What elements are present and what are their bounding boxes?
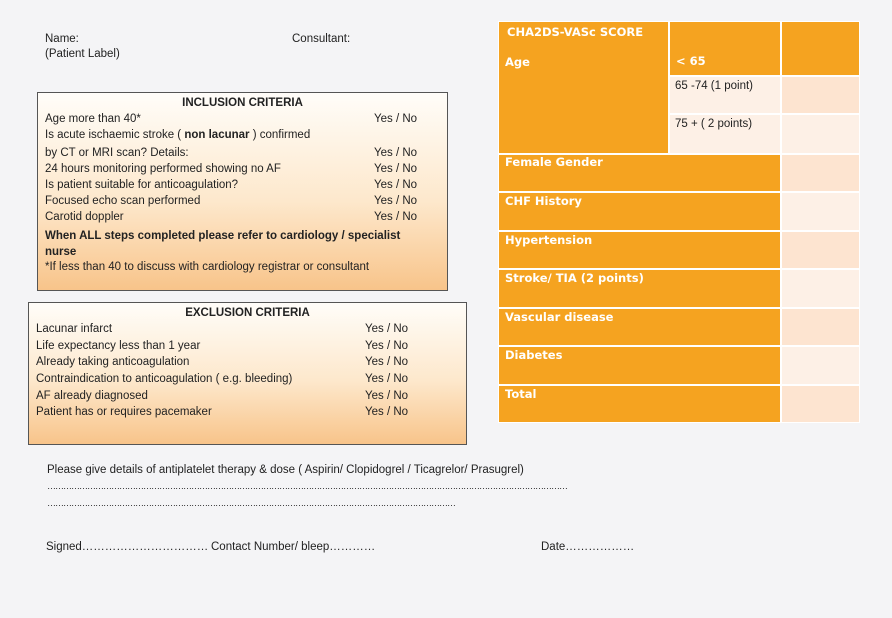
age-footnote: *If less than 40 to discuss with cardiology registrar or consultant	[45, 261, 370, 273]
hypertension-row	[498, 231, 781, 269]
age-label: Age	[505, 55, 530, 69]
inclusion-answer-suitable[interactable]: Yes / No	[374, 179, 418, 191]
consultant-label: Consultant:	[292, 33, 351, 45]
age-75-plus-score-cell[interactable]	[781, 114, 860, 154]
antiplatelet-line-2[interactable]: ………………………………………………………………………………………………………………………………………	[47, 498, 455, 508]
signed-field[interactable]: Signed……………………………	[46, 541, 209, 553]
contact-number-field[interactable]: Contact Number/ bleep…………	[211, 541, 376, 553]
chf-history-row	[498, 192, 781, 231]
inclusion-answer-carotid[interactable]: Yes / No	[374, 211, 418, 223]
inclusion-item-stroke: Is acute ischaemic stroke ( non lacunar ) confirmed	[45, 129, 311, 141]
inclusion-answer-echo[interactable]: Yes / No	[374, 195, 418, 207]
exclusion-item-pacemaker: Patient has or requires pacemaker	[36, 406, 212, 418]
inclusion-item-suitable: Is patient suitable for anticoagulation?	[45, 179, 239, 191]
cha2ds-vasc-score-table	[498, 21, 860, 423]
diabetes-row	[498, 346, 781, 385]
total-label: Total	[505, 387, 537, 401]
diabetes-label: Diabetes	[505, 348, 563, 362]
inclusion-criteria-box	[37, 92, 448, 291]
age-65-74-score-cell[interactable]	[781, 76, 860, 114]
inclusion-item-ct-mri: by CT or MRI scan? Details:	[45, 147, 189, 159]
female-gender-label: Female Gender	[505, 155, 603, 169]
stroke-tia-label: Stroke/ TIA (2 points)	[505, 271, 644, 285]
chf-history-label: CHF History	[505, 194, 582, 208]
exclusion-answer-af[interactable]: Yes / No	[365, 390, 409, 402]
score-title-cell	[498, 21, 669, 154]
score-title: CHA2DS-VASc SCORE	[507, 25, 644, 39]
chf-history-score-cell[interactable]	[781, 192, 860, 231]
exclusion-answer-contraindication[interactable]: Yes / No	[365, 373, 409, 385]
exclusion-item-af: AF already diagnosed	[36, 390, 148, 402]
inclusion-item-echo: Focused echo scan performed	[45, 195, 201, 207]
referral-instruction: When ALL steps completed please refer to cardiology / specialist nurse	[45, 230, 401, 258]
name-label: Name:	[45, 33, 79, 45]
total-score-cell[interactable]	[781, 385, 860, 423]
exclusion-answer-anticoagulation[interactable]: Yes / No	[365, 356, 409, 368]
inclusion-item-age: Age more than 40*	[45, 113, 141, 125]
age-65-74-cell	[669, 76, 781, 114]
female-gender-score-cell[interactable]	[781, 154, 860, 192]
exclusion-answer-lacunar[interactable]: Yes / No	[365, 323, 409, 335]
inclusion-answer-ct-mri[interactable]: Yes / No	[374, 147, 418, 159]
diabetes-score-cell[interactable]	[781, 346, 860, 385]
exclusion-title: EXCLUSION CRITERIA	[185, 307, 310, 319]
inclusion-item-monitoring: 24 hours monitoring performed showing no AF	[45, 163, 281, 175]
vascular-disease-label: Vascular disease	[505, 310, 614, 324]
age-under-65-score-cell[interactable]	[781, 21, 860, 76]
age-option-under-65: < 65	[676, 54, 706, 68]
exclusion-item-contraindication: Contraindication to anticoagulation ( e.g. bleeding)	[36, 373, 293, 385]
date-field[interactable]: Date………………	[541, 541, 635, 553]
exclusion-item-lacunar: Lacunar infarct	[36, 323, 113, 335]
antiplatelet-line-1[interactable]: ……………………………………………………………………………………………………………………………………………………………………………	[47, 481, 567, 491]
female-gender-row	[498, 154, 781, 192]
exclusion-answer-pacemaker[interactable]: Yes / No	[365, 406, 409, 418]
age-under-65-cell	[669, 21, 781, 76]
exclusion-answer-life-expectancy[interactable]: Yes / No	[365, 340, 409, 352]
inclusion-title: INCLUSION CRITERIA	[182, 97, 303, 109]
vascular-disease-row	[498, 308, 781, 346]
exclusion-item-anticoagulation: Already taking anticoagulation	[36, 356, 190, 368]
exclusion-item-life-expectancy: Life expectancy less than 1 year	[36, 340, 201, 352]
age-75-plus-cell	[669, 114, 781, 154]
inclusion-answer-age[interactable]: Yes / No	[374, 113, 418, 125]
stroke-tia-row	[498, 269, 781, 308]
stroke-tia-score-cell[interactable]	[781, 269, 860, 308]
age-option-65-74: 65 -74 (1 point)	[675, 80, 753, 92]
age-option-75-plus: 75 + ( 2 points)	[675, 118, 753, 130]
vascular-disease-score-cell[interactable]	[781, 308, 860, 346]
total-row	[498, 385, 781, 423]
inclusion-answer-monitoring[interactable]: Yes / No	[374, 163, 418, 175]
exclusion-criteria-box	[28, 302, 467, 445]
hypertension-score-cell[interactable]	[781, 231, 860, 269]
hypertension-label: Hypertension	[505, 233, 593, 247]
antiplatelet-question: Please give details of antiplatelet therapy & dose ( Aspirin/ Clopidogrel / Ticagrelor/ Prasugrel)	[47, 464, 524, 476]
inclusion-item-carotid: Carotid doppler	[45, 211, 124, 223]
patient-label: (Patient Label)	[45, 48, 120, 60]
